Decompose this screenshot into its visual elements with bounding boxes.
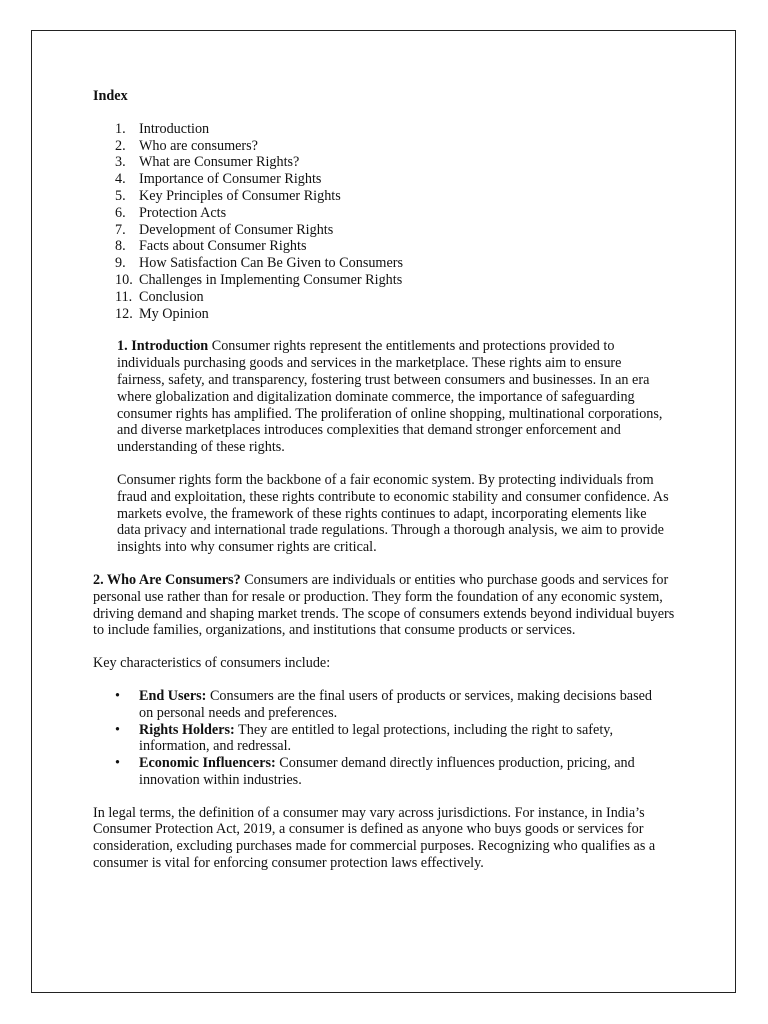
index-item-number: 8. xyxy=(115,238,126,255)
characteristic-text: They are entitled to legal protections, including the right to safety, information, and redressal. xyxy=(139,721,613,755)
who-are-consumers-text: Consumers are individuals or entities who purchase goods and services for personal use rather than for resale or production. They form the foundation of any economic system, driving demand and shaping market trends. The scope of consumers extends beyond individual buyers to include families, organizations, and institutions that consume products or services. xyxy=(93,571,675,639)
introduction-heading: 1. Introduction xyxy=(117,338,209,355)
introduction-text: Consumer rights represent the entitlements and protections provided to individuals purchasing goods and services in the marketplace. These rights aim to ensure fairness, safety, and transparency, fostering trust between consumers and businesses. In an era where globalization and digitalization dominate commerce, the importance of safeguarding consumer rights has amplified. The proliferation of online shopping, multinational corporations, and diverse marketplaces introduces complexities that demand stronger enforcement and understanding of these rights. xyxy=(117,338,663,456)
who-are-consumers-heading: 2. Who Are Consumers? xyxy=(93,571,241,588)
index-item-label: How Satisfaction Can Be Given to Consumers xyxy=(139,255,404,272)
bullet-icon: • xyxy=(115,721,120,738)
index-item xyxy=(93,306,683,323)
index-item-number: 5. xyxy=(115,187,126,204)
index-item-number: 4. xyxy=(115,171,126,188)
who-are-consumers-paragraph xyxy=(93,572,683,639)
legal-definition-paragraph: In legal terms, the definition of a consumer may vary across jurisdictions. For instance, in India’s Consumer Protection Act, 2019, a consumer is defined as anyone who buys goods or services for consideration, excluding purchases made for commercial purposes. Recognizing who qualifies as a consumer is vital for enforcing consumer protection laws effectively. xyxy=(93,804,656,872)
index-item-number: 9. xyxy=(115,255,126,272)
index-item-label: What are Consumer Rights? xyxy=(139,154,300,171)
index-item-label: Challenges in Implementing Consumer Rights xyxy=(139,271,403,288)
index-item-number: 3. xyxy=(115,154,126,171)
index-item xyxy=(93,154,683,171)
index-item-number: 10. xyxy=(115,271,133,288)
index-item xyxy=(93,138,683,155)
index-item-label: Introduction xyxy=(139,120,210,137)
index-item xyxy=(93,205,683,222)
bullet-icon: • xyxy=(115,755,120,772)
index-item-number: 2. xyxy=(115,137,126,154)
index-list xyxy=(93,121,683,323)
characteristic-term: Economic Influencers: xyxy=(139,755,276,772)
index-item xyxy=(93,121,683,138)
index-item xyxy=(93,272,683,289)
index-item-number: 6. xyxy=(115,204,126,221)
characteristic-text: Consumer demand directly influences production, pricing, and innovation within industries. xyxy=(139,755,635,788)
characteristic-term: Rights Holders: xyxy=(139,721,235,738)
index-item-label: Protection Acts xyxy=(139,204,227,221)
introduction-paragraph-2: Consumer rights form the backbone of a fair economic system. By protecting individuals from fraud and exploitation, these rights contribute to economic stability and consumer confidence. As markets evolve, the framework of these rights continues to adapt, incorporating elements like data privacy and international trade regulations. Through a thorough analysis, we aim to provide insights into why consumer rights are critical. xyxy=(117,471,669,556)
index-item-label: Key Principles of Consumer Rights xyxy=(139,187,341,204)
index-item-label: Importance of Consumer Rights xyxy=(139,171,322,188)
introduction-paragraph xyxy=(117,338,669,456)
characteristic-term: End Users: xyxy=(139,687,207,704)
characteristics-list xyxy=(93,688,683,789)
index-item-label: Development of Consumer Rights xyxy=(139,221,334,238)
characteristics-intro: Key characteristics of consumers include: xyxy=(93,655,331,672)
index-item xyxy=(93,188,683,205)
index-item-number: 7. xyxy=(115,221,126,238)
document-body xyxy=(93,88,683,888)
index-item-label: Facts about Consumer Rights xyxy=(139,238,307,255)
bullet-icon: • xyxy=(115,687,120,704)
index-item-number: 1. xyxy=(115,120,126,137)
index-item-number: 12. xyxy=(115,305,133,322)
index-item-label: My Opinion xyxy=(139,305,209,322)
index-item-label: Conclusion xyxy=(139,288,204,305)
characteristic-text: Consumers are the final users of products or services, making decisions based on personal needs and preferences. xyxy=(139,687,653,721)
index-item xyxy=(93,255,683,272)
index-item xyxy=(93,222,683,239)
index-item xyxy=(93,238,683,255)
characteristic-item xyxy=(93,722,669,756)
index-item-label: Who are consumers? xyxy=(139,137,258,154)
characteristic-item xyxy=(93,755,669,789)
index-heading: Index xyxy=(93,88,128,104)
index-item-number: 11. xyxy=(115,288,133,305)
index-item xyxy=(93,289,683,306)
characteristic-item xyxy=(93,688,669,722)
index-item xyxy=(93,171,683,188)
